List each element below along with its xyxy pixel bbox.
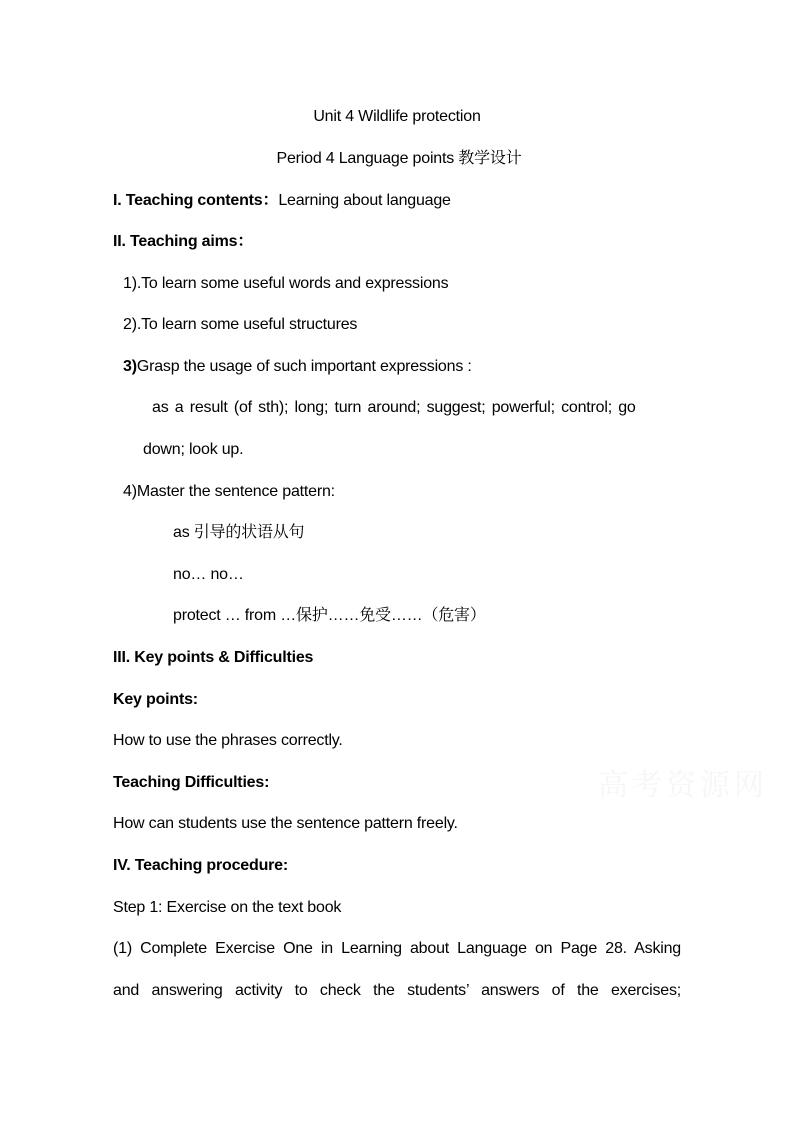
expressions-line: as a result (of sth); long; turn around; suggest; powerful; control; go [152, 399, 636, 416]
aim-label: 4) [123, 483, 137, 500]
section-teaching-contents [113, 191, 451, 211]
aim-label: 3) [123, 358, 137, 375]
document-title: Unit 4 Wildlife protection [313, 108, 481, 125]
aim-item [123, 274, 448, 294]
procedure-paragraph-line: (1) Complete Exercise One in Learning about Language on Page 28. Asking [113, 940, 681, 957]
aim-item [123, 357, 472, 377]
watermark: 高考资源网 [598, 768, 768, 803]
step-heading: Step 1: Exercise on the text book [113, 899, 342, 916]
expressions-line: down; look up. [143, 441, 244, 458]
section-heading: I. Teaching contents： [113, 192, 279, 209]
difficulties-label: Teaching Difficulties: [113, 774, 270, 791]
document-subtitle: Period 4 Language points 教学设计 [276, 150, 522, 167]
aim-text: To learn some useful structures [141, 316, 358, 333]
section-text: Learning about language [278, 192, 451, 209]
aim-label: 1). [123, 275, 142, 292]
section-heading-procedure: IV. Teaching procedure: [113, 857, 289, 874]
aim-text: Master the sentence pattern: [136, 483, 335, 500]
aim-item [123, 315, 357, 335]
key-points-label: Key points: [113, 691, 198, 708]
section-heading-key-points: III. Key points & Difficulties [113, 649, 314, 666]
difficulties-text: How can students use the sentence pattern freely. [113, 815, 458, 832]
aim-label: 2). [123, 316, 142, 333]
aim-text: Grasp the usage of such important expressions : [136, 358, 472, 375]
aim-item [123, 482, 335, 502]
procedure-paragraph-line: and answering activity to check the students’ answers of the exercises; [113, 982, 681, 999]
sentence-pattern: protect … from …保护……免受……（危害） [173, 607, 486, 624]
section-heading-teaching-aims: II. Teaching aims： [113, 233, 254, 250]
aim-text: To learn some useful words and expressions [141, 275, 449, 292]
key-points-text: How to use the phrases correctly. [113, 732, 343, 749]
sentence-pattern: no… no… [173, 566, 244, 583]
sentence-pattern: as 引导的状语从句 [173, 524, 305, 541]
